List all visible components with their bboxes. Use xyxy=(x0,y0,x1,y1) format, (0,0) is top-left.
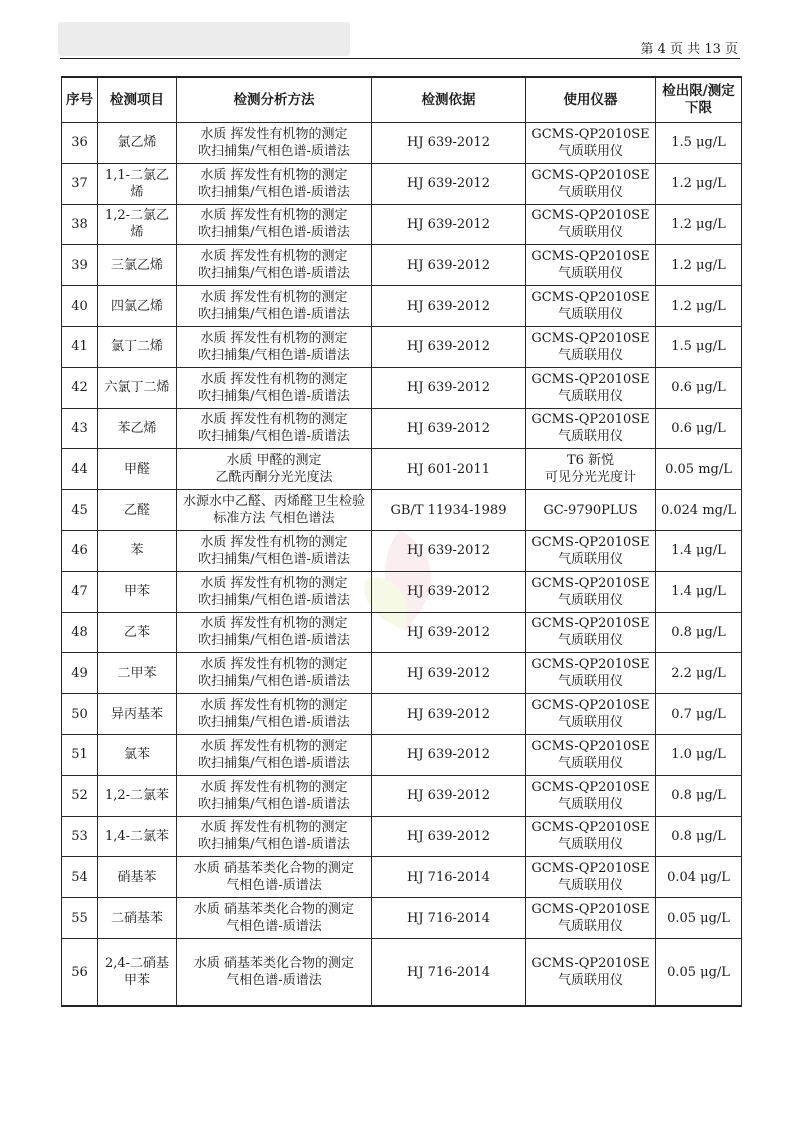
cell-method-line: 水质 挥发性有机物的测定 xyxy=(200,820,348,836)
cell-seq: 53 xyxy=(62,816,98,857)
cell-method-line: 吹扫捕集/气相色谱-质谱法 xyxy=(198,674,350,690)
cell-instrument-line: 可见分光光度计 xyxy=(544,470,636,486)
cell-method xyxy=(177,734,372,775)
cell-item: 氯丁二烯 xyxy=(98,326,177,367)
cell-method-line: 吹扫捕集/气相色谱-质谱法 xyxy=(198,225,350,241)
cell-instrument xyxy=(526,571,656,612)
cell-method-line: 水质 硝基苯类化合物的测定 xyxy=(193,861,355,877)
cell-instrument-line: 气质联用仪 xyxy=(557,551,623,567)
cell-method-line: 吹扫捕集/气相色谱-质谱法 xyxy=(198,592,350,608)
cell-seq: 55 xyxy=(62,898,98,939)
cell-method xyxy=(177,123,372,164)
cell-limit: 0.8 μg/L xyxy=(656,612,742,653)
table-row xyxy=(62,245,742,286)
table-body xyxy=(62,123,742,1007)
cell-instrument-line: GCMS-QP2010SE xyxy=(531,534,650,550)
table-row xyxy=(62,612,742,653)
cell-basis: HJ 639-2012 xyxy=(372,123,526,164)
cell-method-line: 水质 挥发性有机物的测定 xyxy=(200,290,348,306)
cell-instrument-line: GCMS-QP2010SE xyxy=(531,738,650,754)
cell-method-line: 吹扫捕集/气相色谱-质谱法 xyxy=(198,715,350,731)
cell-instrument-line: 气质联用仪 xyxy=(557,973,623,989)
cell-instrument-line: GCMS-QP2010SE xyxy=(531,861,650,877)
cell-instrument-line: GCMS-QP2010SE xyxy=(531,208,650,224)
table-row xyxy=(62,286,742,327)
table-row xyxy=(62,367,742,408)
cell-limit: 0.6 μg/L xyxy=(656,367,742,408)
cell-method-line: 吹扫捕集/气相色谱-质谱法 xyxy=(198,837,350,853)
cell-method-line: 水质 挥发性有机物的测定 xyxy=(200,249,348,265)
cell-instrument-line: GCMS-QP2010SE xyxy=(531,657,650,673)
cell-limit: 0.04 μg/L xyxy=(656,857,742,898)
header-limit: 检出限/测定下限 xyxy=(656,77,742,123)
cell-item: 二甲苯 xyxy=(98,653,177,694)
cell-seq: 50 xyxy=(62,694,98,735)
cell-limit: 0.8 μg/L xyxy=(656,775,742,816)
cell-seq: 41 xyxy=(62,326,98,367)
cell-item: 1,4-二氯苯 xyxy=(98,816,177,857)
cell-basis: HJ 639-2012 xyxy=(372,653,526,694)
cell-method-line: 水质 挥发性有机物的测定 xyxy=(200,534,348,550)
cell-seq: 40 xyxy=(62,286,98,327)
table-row xyxy=(62,571,742,612)
cell-instrument-line: GCMS-QP2010SE xyxy=(531,820,650,836)
cell-instrument xyxy=(526,694,656,735)
cell-item: 2,4-二硝基甲苯 xyxy=(98,938,177,1006)
cell-limit: 1.4 μg/L xyxy=(656,530,742,571)
table-row xyxy=(62,938,742,1006)
cell-seq: 51 xyxy=(62,734,98,775)
cell-item: 甲醛 xyxy=(98,449,177,490)
cell-instrument-line: 气质联用仪 xyxy=(557,592,623,608)
cell-limit: 0.8 μg/L xyxy=(656,816,742,857)
cell-instrument-line: GC-9790PLUS xyxy=(543,502,638,518)
cell-basis: HJ 639-2012 xyxy=(372,612,526,653)
cell-instrument xyxy=(526,123,656,164)
table-row xyxy=(62,898,742,939)
cell-instrument-line: 气质联用仪 xyxy=(557,715,623,731)
cell-instrument-line: 气质联用仪 xyxy=(557,633,623,649)
cell-instrument-line: GCMS-QP2010SE xyxy=(531,290,650,306)
cell-method xyxy=(177,571,372,612)
cell-method-line: 水质 挥发性有机物的测定 xyxy=(200,575,348,591)
cell-limit: 0.6 μg/L xyxy=(656,408,742,449)
cell-item: 1,2-二氯乙烯 xyxy=(98,204,177,245)
cell-method xyxy=(177,367,372,408)
cell-instrument-line: 气质联用仪 xyxy=(557,674,623,690)
cell-basis: HJ 639-2012 xyxy=(372,204,526,245)
cell-instrument xyxy=(526,530,656,571)
header-instrument: 使用仪器 xyxy=(526,77,656,123)
cell-basis: HJ 639-2012 xyxy=(372,326,526,367)
cell-basis: HJ 716-2014 xyxy=(372,898,526,939)
cell-item: 异丙基苯 xyxy=(98,694,177,735)
cell-instrument xyxy=(526,245,656,286)
cell-instrument xyxy=(526,286,656,327)
detection-methods-table xyxy=(61,76,742,1007)
cell-seq: 39 xyxy=(62,245,98,286)
cell-basis: HJ 639-2012 xyxy=(372,286,526,327)
cell-method xyxy=(177,245,372,286)
cell-basis: HJ 639-2012 xyxy=(372,816,526,857)
cell-method-line: 水质 挥发性有机物的测定 xyxy=(200,330,348,346)
cell-method-line: 水质 挥发性有机物的测定 xyxy=(200,126,348,142)
cell-method xyxy=(177,653,372,694)
cell-instrument-line: GCMS-QP2010SE xyxy=(531,575,650,591)
cell-limit: 0.05 μg/L xyxy=(656,898,742,939)
cell-seq: 44 xyxy=(62,449,98,490)
cell-instrument xyxy=(526,326,656,367)
cell-instrument-line: 气质联用仪 xyxy=(557,919,623,935)
cell-instrument-line: GCMS-QP2010SE xyxy=(531,956,650,972)
header-rule xyxy=(60,58,740,59)
cell-instrument-line: GCMS-QP2010SE xyxy=(531,126,650,142)
cell-method xyxy=(177,490,372,531)
cell-instrument xyxy=(526,612,656,653)
redacted-header-block xyxy=(58,22,350,56)
cell-instrument xyxy=(526,734,656,775)
cell-method xyxy=(177,286,372,327)
table-header-row xyxy=(62,77,742,123)
cell-method-line: 吹扫捕集/气相色谱-质谱法 xyxy=(198,143,350,159)
cell-seq: 43 xyxy=(62,408,98,449)
cell-instrument xyxy=(526,204,656,245)
cell-limit: 1.2 μg/L xyxy=(656,286,742,327)
cell-instrument-line: 气质联用仪 xyxy=(557,143,623,159)
cell-limit: 1.5 μg/L xyxy=(656,123,742,164)
cell-item: 1,2-二氯苯 xyxy=(98,775,177,816)
cell-instrument xyxy=(526,449,656,490)
cell-item: 苯 xyxy=(98,530,177,571)
cell-method-line: 水质 硝基苯类化合物的测定 xyxy=(193,902,355,918)
cell-method-line: 气相色谱-质谱法 xyxy=(226,878,322,894)
table-row xyxy=(62,490,742,531)
cell-item: 六氯丁二烯 xyxy=(98,367,177,408)
cell-basis: HJ 639-2012 xyxy=(372,571,526,612)
header-item: 检测项目 xyxy=(98,77,177,123)
cell-instrument-line: GCMS-QP2010SE xyxy=(531,249,650,265)
cell-method xyxy=(177,326,372,367)
cell-instrument-line: 气质联用仪 xyxy=(557,266,623,282)
cell-seq: 36 xyxy=(62,123,98,164)
cell-limit: 1.0 μg/L xyxy=(656,734,742,775)
table-row xyxy=(62,123,742,164)
cell-instrument-line: GCMS-QP2010SE xyxy=(531,902,650,918)
cell-limit: 1.4 μg/L xyxy=(656,571,742,612)
cell-method-line: 吹扫捕集/气相色谱-质谱法 xyxy=(198,633,350,649)
cell-method-line: 水质 挥发性有机物的测定 xyxy=(200,167,348,183)
cell-basis: GB/T 11934-1989 xyxy=(372,490,526,531)
cell-limit: 1.2 μg/L xyxy=(656,163,742,204)
cell-instrument-line: GCMS-QP2010SE xyxy=(531,616,650,632)
cell-basis: HJ 639-2012 xyxy=(372,734,526,775)
cell-seq: 37 xyxy=(62,163,98,204)
cell-method-line: 吹扫捕集/气相色谱-质谱法 xyxy=(198,307,350,323)
cell-instrument-line: 气质联用仪 xyxy=(557,347,623,363)
cell-method xyxy=(177,898,372,939)
cell-method-line: 气相色谱-质谱法 xyxy=(226,973,322,989)
cell-method-line: 水质 挥发性有机物的测定 xyxy=(200,371,348,387)
cell-limit: 1.2 μg/L xyxy=(656,245,742,286)
cell-item: 二硝基苯 xyxy=(98,898,177,939)
cell-limit: 1.2 μg/L xyxy=(656,204,742,245)
cell-method xyxy=(177,694,372,735)
table-row xyxy=(62,816,742,857)
cell-item: 氯乙烯 xyxy=(98,123,177,164)
cell-instrument-line: GCMS-QP2010SE xyxy=(531,412,650,428)
cell-basis: HJ 639-2012 xyxy=(372,163,526,204)
cell-seq: 38 xyxy=(62,204,98,245)
cell-method xyxy=(177,530,372,571)
table-row xyxy=(62,694,742,735)
cell-method xyxy=(177,163,372,204)
cell-method-line: 水质 挥发性有机物的测定 xyxy=(200,779,348,795)
cell-method xyxy=(177,612,372,653)
cell-method-line: 吹扫捕集/气相色谱-质谱法 xyxy=(198,429,350,445)
table-row xyxy=(62,775,742,816)
cell-method-line: 标准方法 气相色谱法 xyxy=(213,511,335,527)
cell-method xyxy=(177,204,372,245)
cell-instrument xyxy=(526,490,656,531)
cell-seq: 54 xyxy=(62,857,98,898)
cell-method-line: 吹扫捕集/气相色谱-质谱法 xyxy=(198,266,350,282)
cell-method-line: 水质 挥发性有机物的测定 xyxy=(200,412,348,428)
cell-instrument xyxy=(526,816,656,857)
cell-method xyxy=(177,408,372,449)
cell-seq: 46 xyxy=(62,530,98,571)
cell-method-line: 水质 挥发性有机物的测定 xyxy=(200,738,348,754)
table-row xyxy=(62,857,742,898)
cell-instrument xyxy=(526,775,656,816)
cell-limit: 0.05 μg/L xyxy=(656,938,742,1006)
table-row xyxy=(62,204,742,245)
table-row xyxy=(62,408,742,449)
cell-method-line: 水质 挥发性有机物的测定 xyxy=(200,698,348,714)
cell-method-line: 水质 挥发性有机物的测定 xyxy=(200,616,348,632)
cell-method-line: 吹扫捕集/气相色谱-质谱法 xyxy=(198,184,350,200)
cell-method xyxy=(177,449,372,490)
cell-instrument-line: GCMS-QP2010SE xyxy=(531,167,650,183)
cell-seq: 48 xyxy=(62,612,98,653)
cell-limit: 0.7 μg/L xyxy=(656,694,742,735)
cell-instrument-line: 气质联用仪 xyxy=(557,429,623,445)
table-row xyxy=(62,734,742,775)
cell-item: 四氯乙烯 xyxy=(98,286,177,327)
cell-basis: HJ 601-2011 xyxy=(372,449,526,490)
cell-method-line: 吹扫捕集/气相色谱-质谱法 xyxy=(198,347,350,363)
cell-seq: 45 xyxy=(62,490,98,531)
cell-method-line: 气相色谱-质谱法 xyxy=(226,919,322,935)
cell-basis: HJ 639-2012 xyxy=(372,245,526,286)
cell-instrument xyxy=(526,367,656,408)
cell-instrument xyxy=(526,163,656,204)
cell-method xyxy=(177,938,372,1006)
cell-method-line: 水质 挥发性有机物的测定 xyxy=(200,657,348,673)
cell-instrument-line: GCMS-QP2010SE xyxy=(531,371,650,387)
cell-method-line: 水质 甲醛的测定 xyxy=(226,453,322,469)
cell-instrument-line: 气质联用仪 xyxy=(557,796,623,812)
page-number: 第 4 页 共 13 页 xyxy=(640,42,738,57)
cell-method xyxy=(177,775,372,816)
cell-instrument-line: GCMS-QP2010SE xyxy=(531,779,650,795)
cell-instrument xyxy=(526,653,656,694)
cell-method-line: 水源水中乙醛、丙烯醛卫生检验 xyxy=(182,494,365,510)
cell-method-line: 吹扫捕集/气相色谱-质谱法 xyxy=(198,388,350,404)
cell-limit: 0.05 mg/L xyxy=(656,449,742,490)
cell-item: 硝基苯 xyxy=(98,857,177,898)
cell-item: 乙醛 xyxy=(98,490,177,531)
cell-method xyxy=(177,816,372,857)
cell-seq: 56 xyxy=(62,938,98,1006)
cell-item: 苯乙烯 xyxy=(98,408,177,449)
cell-instrument-line: T6 新悦 xyxy=(566,453,615,469)
cell-instrument xyxy=(526,938,656,1006)
cell-item: 乙苯 xyxy=(98,612,177,653)
cell-method-line: 水质 硝基苯类化合物的测定 xyxy=(193,956,355,972)
cell-instrument-line: 气质联用仪 xyxy=(557,184,623,200)
header-method: 检测分析方法 xyxy=(177,77,372,123)
cell-item: 1,1-二氯乙烯 xyxy=(98,163,177,204)
cell-basis: HJ 716-2014 xyxy=(372,938,526,1006)
cell-basis: HJ 639-2012 xyxy=(372,694,526,735)
cell-instrument-line: 气质联用仪 xyxy=(557,755,623,771)
cell-basis: HJ 716-2014 xyxy=(372,857,526,898)
header-basis: 检测依据 xyxy=(372,77,526,123)
cell-instrument-line: 气质联用仪 xyxy=(557,225,623,241)
table-row xyxy=(62,449,742,490)
cell-basis: HJ 639-2012 xyxy=(372,367,526,408)
cell-seq: 47 xyxy=(62,571,98,612)
header-seq: 序号 xyxy=(62,77,98,123)
table-row xyxy=(62,653,742,694)
cell-method-line: 吹扫捕集/气相色谱-质谱法 xyxy=(198,755,350,771)
cell-basis: HJ 639-2012 xyxy=(372,775,526,816)
cell-basis: HJ 639-2012 xyxy=(372,530,526,571)
cell-method-line: 吹扫捕集/气相色谱-质谱法 xyxy=(198,796,350,812)
cell-instrument-line: 气质联用仪 xyxy=(557,878,623,894)
table-row xyxy=(62,163,742,204)
cell-instrument-line: GCMS-QP2010SE xyxy=(531,330,650,346)
cell-basis: HJ 639-2012 xyxy=(372,408,526,449)
cell-item: 氯苯 xyxy=(98,734,177,775)
cell-limit: 1.5 μg/L xyxy=(656,326,742,367)
table-row xyxy=(62,530,742,571)
cell-seq: 49 xyxy=(62,653,98,694)
cell-instrument-line: 气质联用仪 xyxy=(557,307,623,323)
cell-instrument xyxy=(526,857,656,898)
cell-limit: 0.024 mg/L xyxy=(656,490,742,531)
cell-seq: 52 xyxy=(62,775,98,816)
cell-instrument-line: 气质联用仪 xyxy=(557,388,623,404)
cell-instrument-line: 气质联用仪 xyxy=(557,837,623,853)
cell-item: 甲苯 xyxy=(98,571,177,612)
cell-instrument-line: GCMS-QP2010SE xyxy=(531,698,650,714)
cell-item: 三氯乙烯 xyxy=(98,245,177,286)
cell-method-line: 水质 挥发性有机物的测定 xyxy=(200,208,348,224)
table-row xyxy=(62,326,742,367)
cell-instrument xyxy=(526,898,656,939)
cell-method-line: 吹扫捕集/气相色谱-质谱法 xyxy=(198,551,350,567)
cell-limit: 2.2 μg/L xyxy=(656,653,742,694)
cell-method-line: 乙酰丙酮分光光度法 xyxy=(215,470,333,486)
cell-method xyxy=(177,857,372,898)
cell-seq: 42 xyxy=(62,367,98,408)
cell-instrument xyxy=(526,408,656,449)
